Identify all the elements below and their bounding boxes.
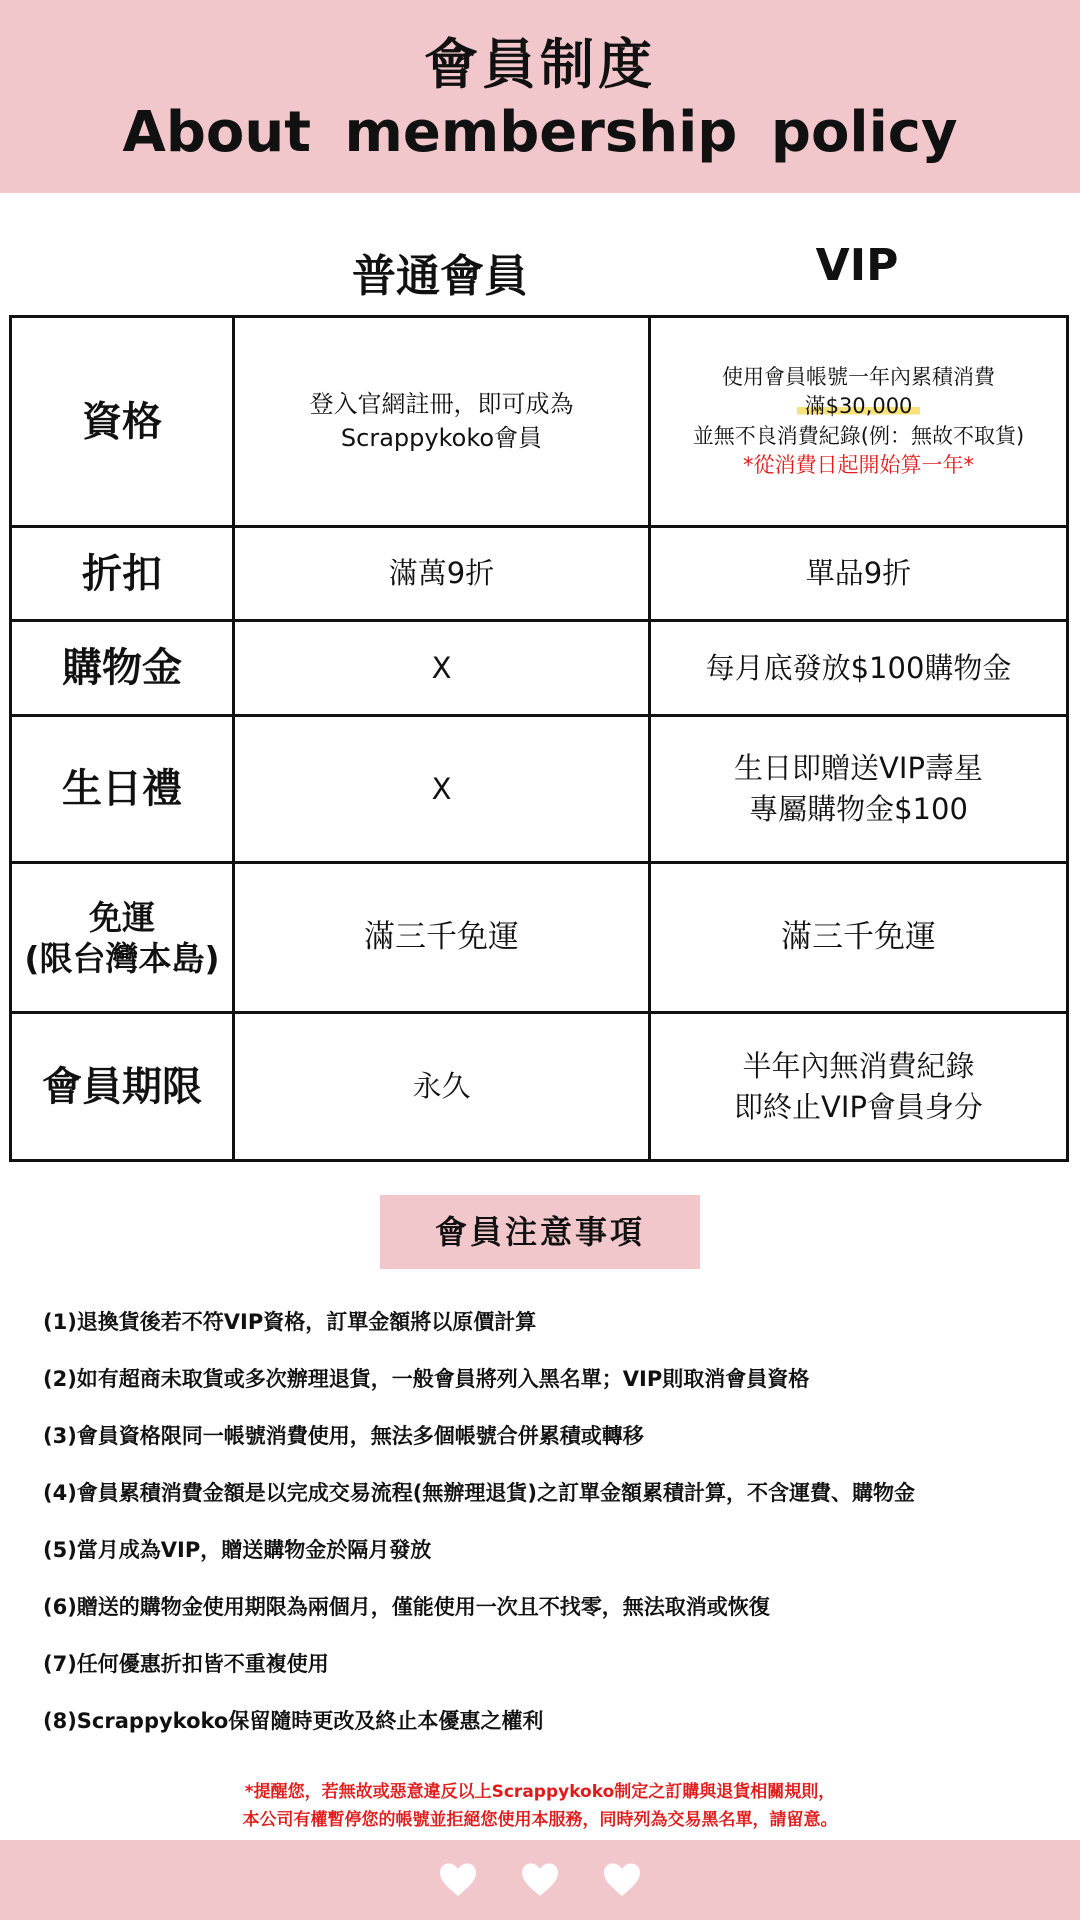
- page-title-zh: 會員制度: [424, 33, 656, 96]
- notes-title: 會員注意事項: [434, 1213, 645, 1251]
- cell-normal: 滿萬9折: [234, 527, 650, 621]
- page-title-en: About membership policy: [122, 100, 958, 165]
- heart-icon: [602, 1862, 642, 1898]
- cell-normal: 滿三千免運: [234, 863, 650, 1013]
- row-label: 購物金: [11, 621, 234, 715]
- table-row-qualification: [11, 317, 1068, 527]
- table-row-discount: [11, 527, 1068, 621]
- list-item: (3)會員資格限同一帳號消費使用，無法多個帳號合併累積或轉移: [43, 1424, 644, 1448]
- list-item: (8)Scrappykoko保留隨時更改及終止本優惠之權利: [43, 1709, 544, 1733]
- row-label: 生日禮: [11, 715, 234, 863]
- vip-qualification-line1: 使用會員帳號一年內累積消費: [722, 364, 995, 389]
- row-label: 資格: [11, 317, 234, 527]
- heart-icon: [520, 1862, 560, 1898]
- table-row-birthday-gift: [11, 715, 1068, 863]
- cell-vip: 單品9折: [650, 527, 1068, 621]
- vip-qualification-note: *從消費日起開始算一年*: [743, 452, 974, 477]
- list-item: (6)贈送的購物金使用期限為兩個月，僅能使用一次且不找零，無法取消或恢復: [43, 1595, 770, 1619]
- column-header-vip: VIP: [815, 240, 899, 291]
- table-row-membership-term: [11, 1013, 1068, 1161]
- list-item: (2)如有超商未取貨或多次辦理退貨，一般會員將列入黑名單；VIP則取消會員資格: [43, 1367, 810, 1391]
- list-item: (4)會員累積消費金額是以完成交易流程(無辦理退貨)之訂單金額累積計算，不含運費、購物金: [43, 1481, 915, 1505]
- list-item: (7)任何優惠折扣皆不重複使用: [43, 1652, 329, 1676]
- vip-qualification-amount: 滿$30,000: [797, 394, 921, 418]
- cell-vip: [650, 317, 1068, 527]
- cell-normal: X: [234, 621, 650, 715]
- column-header-normal: 普通會員: [352, 251, 528, 302]
- footer-hearts: [0, 1840, 1080, 1920]
- row-label: 會員期限: [11, 1013, 234, 1161]
- membership-table: [9, 315, 1069, 1162]
- cell-vip: 生日即贈送VIP壽星 專屬購物金$100: [650, 715, 1068, 863]
- warning-line: *提醒您，若無故或惡意違反以上Scrappykoko制定之訂購與退貨相關規則，: [244, 1782, 836, 1802]
- list-item: (1)退換貨後若不符VIP資格，訂單金額將以原價計算: [43, 1310, 537, 1334]
- row-label: 免運 (限台灣本島): [11, 863, 234, 1013]
- row-label: 折扣: [11, 527, 234, 621]
- cell-normal: 永久: [234, 1013, 650, 1161]
- warning-line: 本公司有權暫停您的帳號並拒絕您使用本服務，同時列為交易黑名單，請留意。: [242, 1810, 838, 1830]
- cell-normal: 登入官網註冊，即可成為 Scrappykoko會員: [234, 317, 650, 527]
- cell-vip: 每月底發放$100購物金: [650, 621, 1068, 715]
- cell-normal: X: [234, 715, 650, 863]
- heart-icon: [438, 1862, 478, 1898]
- cell-vip: 滿三千免運: [650, 863, 1068, 1013]
- table-row-shopping-credit: [11, 621, 1068, 715]
- warning-notice: [0, 1778, 1080, 1834]
- vip-qualification-line3: 並無不良消費紀錄(例：無故不取貨): [692, 423, 1025, 448]
- list-item: (5)當月成為VIP，贈送購物金於隔月發放: [43, 1538, 432, 1562]
- cell-vip: 半年內無消費紀錄 即終止VIP會員身分: [650, 1013, 1068, 1161]
- table-row-free-shipping: [11, 863, 1068, 1013]
- notes-list: [43, 1304, 1063, 1760]
